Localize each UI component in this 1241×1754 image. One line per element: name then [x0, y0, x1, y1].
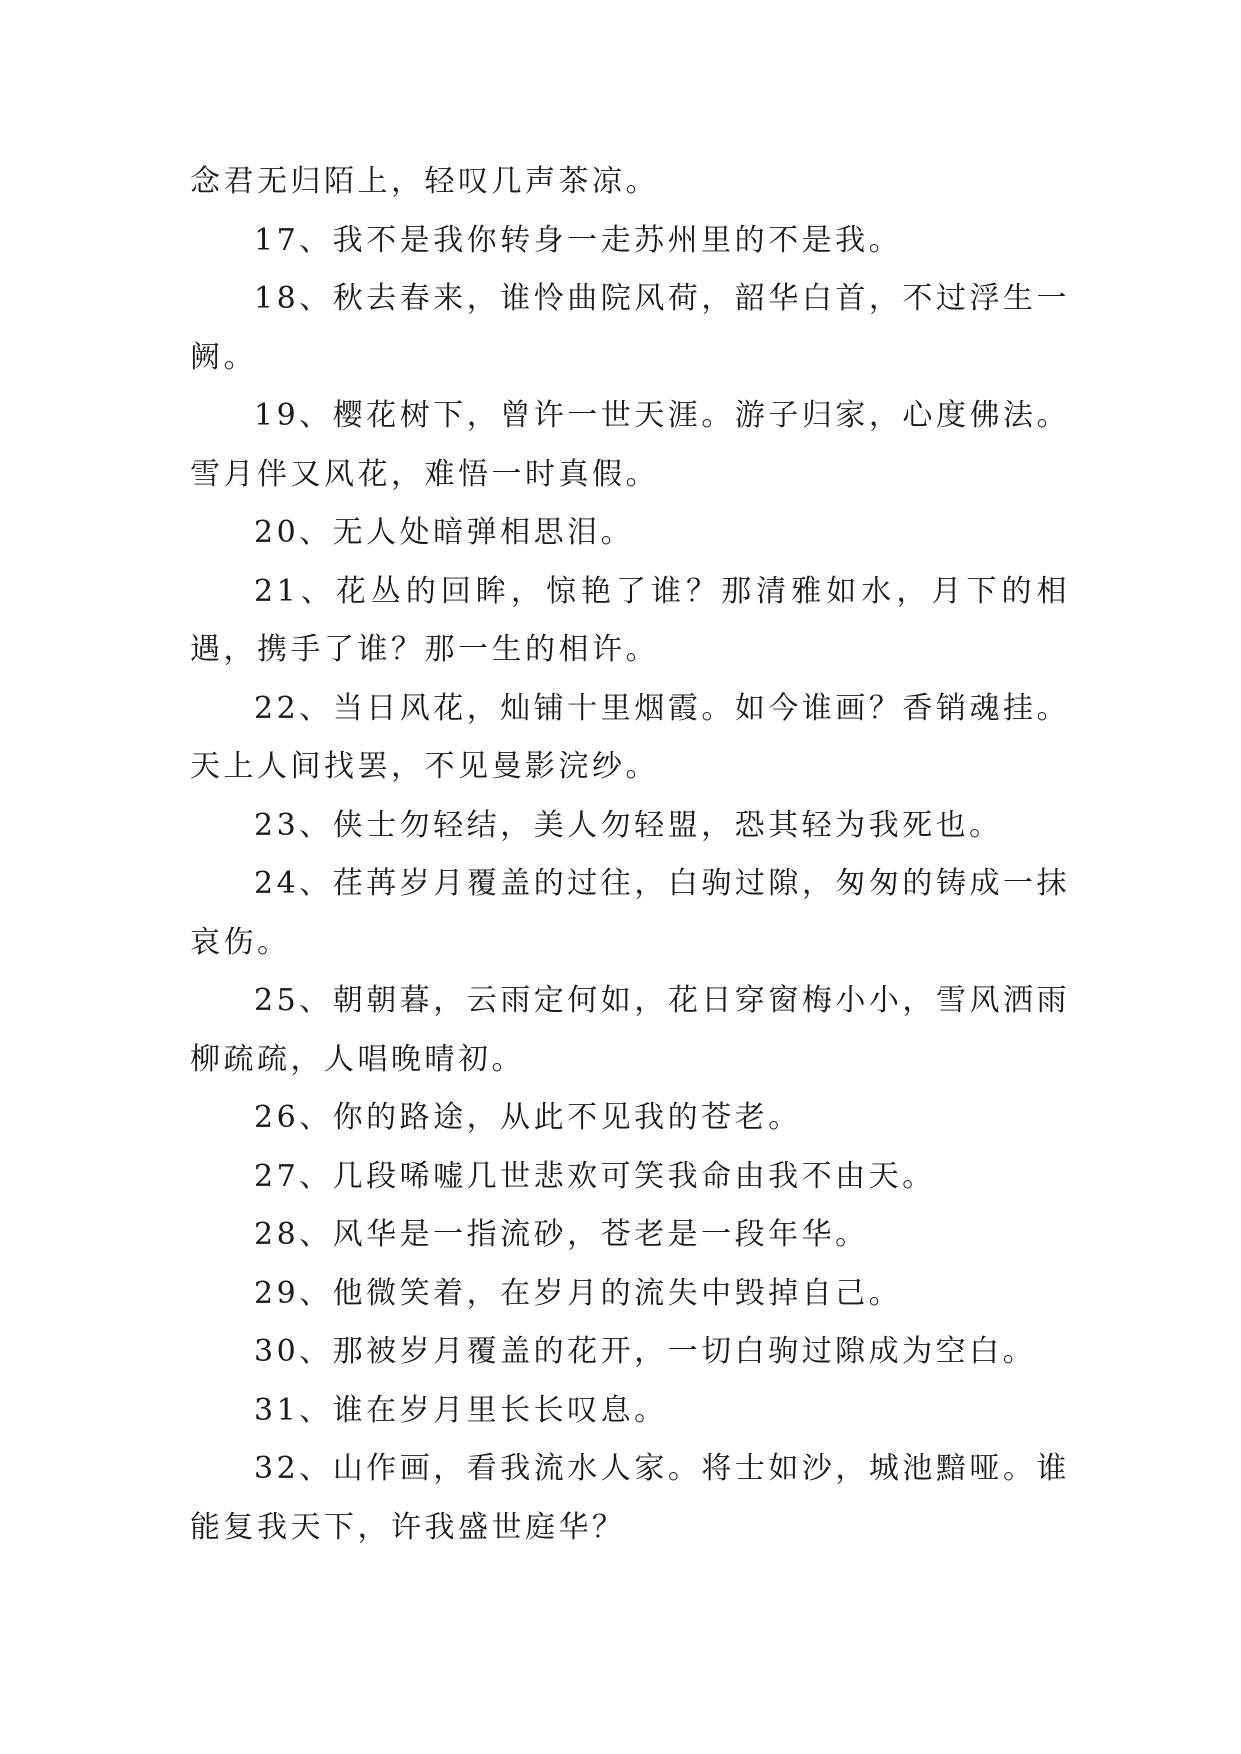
paragraph-item-17: 17、我不是我你转身一走苏州里的不是我。 — [254, 222, 903, 258]
document-body — [190, 153, 1070, 1557]
paragraph-item-22: 22、当日风花，灿铺十里烟霞。如今谁画？香销魂挂。天上人间找罢，不见曼影浣纱。 — [190, 690, 1070, 784]
paragraph-item-29: 29、他微笑着，在岁月的流失中毁掉自己。 — [254, 1275, 903, 1311]
paragraph-continuation: 念君无归陌上，轻叹几声茶凉。 — [190, 164, 659, 199]
paragraph-item-24: 24、荏苒岁月覆盖的过往，白驹过隙，匆匆的铸成一抹哀伤。 — [190, 866, 1070, 960]
paragraph-item-32: 32、山作画，看我流水人家。将士如沙，城池黯哑。谁能复我天下，许我盛世庭华？ — [190, 1451, 1070, 1545]
paragraph-item-31: 31、谁在岁月里长长叹息。 — [254, 1392, 668, 1428]
paragraph-item-27: 27、几段唏嘘几世悲欢可笑我命由我不由天。 — [254, 1158, 936, 1194]
paragraph-item-25: 25、朝朝暮，云雨定何如，花日穿窗梅小小，雪风洒雨柳疏疏，人唱晚晴初。 — [190, 983, 1070, 1077]
paragraph-item-30: 30、那被岁月覆盖的花开，一切白驹过隙成为空白。 — [254, 1334, 1037, 1369]
paragraph-item-21: 21、花丛的回眸，惊艳了谁？那清雅如水，月下的相遇，携手了谁？那一生的相许。 — [190, 573, 1070, 667]
paragraph-item-28: 28、风华是一指流砂，苍老是一段年华。 — [254, 1217, 869, 1252]
paragraph-item-18: 18、秋去春来，谁怜曲院风荷，韶华白首，不过浮生一阙。 — [190, 281, 1070, 375]
paragraph-item-20: 20、无人处暗弹相思泪。 — [254, 515, 635, 550]
paragraph-item-26: 26、你的路途，从此不见我的苍老。 — [254, 1100, 802, 1135]
paragraph-item-23: 23、侠士勿轻结，美人勿轻盟，恐其轻为我死也。 — [254, 807, 1003, 843]
paragraph-item-19: 19、樱花树下，曾许一世天涯。游子归家，心度佛法。雪月伴又风花，难悟一时真假。 — [190, 398, 1070, 492]
